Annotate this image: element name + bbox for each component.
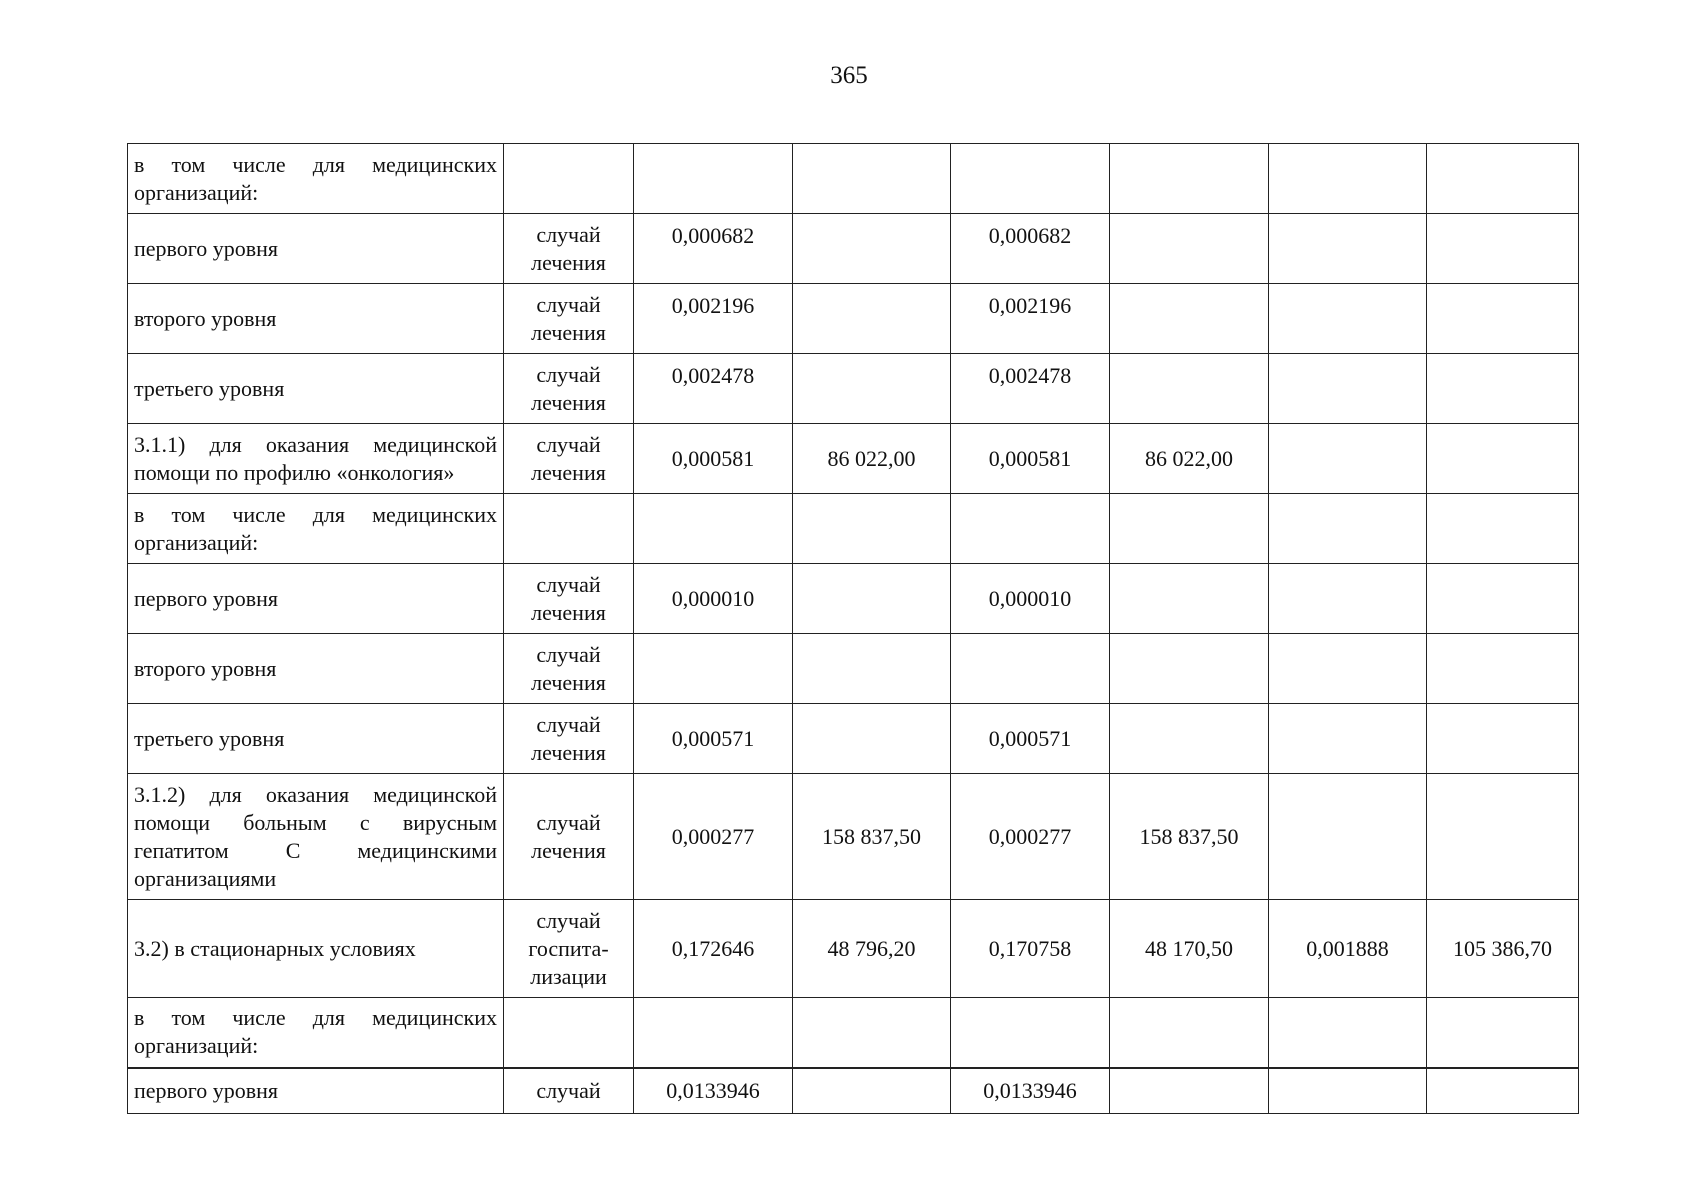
row-description: второго уровня [128, 284, 504, 354]
row-description: в том числе для медицинских организаций: [128, 494, 504, 564]
cell-value: 0,000010 [951, 564, 1110, 634]
cell-value: 0,002478 [634, 354, 793, 424]
cell-value [1269, 284, 1427, 354]
cell-value [1269, 998, 1427, 1068]
table-row [128, 998, 1579, 1068]
row-unit: случай лечения [504, 424, 634, 494]
cell-value [1269, 564, 1427, 634]
table-row [128, 900, 1579, 998]
cell-value [951, 998, 1110, 1068]
cell-value [1110, 214, 1269, 284]
cell-value [793, 998, 951, 1068]
cell-value: 0,000682 [951, 214, 1110, 284]
cell-value [1110, 354, 1269, 424]
cell-value [1427, 354, 1579, 424]
cell-value: 48 170,50 [1110, 900, 1269, 998]
cell-value [1110, 704, 1269, 774]
row-unit: случай госпита-лизации [504, 900, 634, 998]
row-description: 3.1.1) для оказания медицинской помощи по профилю «онкология» [128, 424, 504, 494]
data-table [127, 143, 1579, 1114]
cell-value [1110, 1068, 1269, 1114]
row-description: в том числе для медицинских организаций: [128, 144, 504, 214]
table-row [128, 774, 1579, 900]
cell-value: 105 386,70 [1427, 900, 1579, 998]
cell-value: 0,000571 [634, 704, 793, 774]
table-row [128, 494, 1579, 564]
row-unit: случай лечения [504, 284, 634, 354]
row-description: первого уровня [128, 1068, 504, 1114]
cell-value [1427, 704, 1579, 774]
row-unit: случай лечения [504, 354, 634, 424]
row-description: второго уровня [128, 634, 504, 704]
cell-value: 0,000682 [634, 214, 793, 284]
cell-value [634, 634, 793, 704]
cell-value: 86 022,00 [793, 424, 951, 494]
row-unit [504, 494, 634, 564]
cell-value: 0,0133946 [634, 1068, 793, 1114]
cell-value: 0,002196 [951, 284, 1110, 354]
row-unit: случай лечения [504, 214, 634, 284]
cell-value: 86 022,00 [1110, 424, 1269, 494]
cell-value: 0,002478 [951, 354, 1110, 424]
cell-value [793, 214, 951, 284]
table-row [128, 144, 1579, 214]
cell-value [1110, 564, 1269, 634]
cell-value [793, 564, 951, 634]
cell-value [793, 704, 951, 774]
cell-value: 0,000581 [951, 424, 1110, 494]
cell-value [1269, 704, 1427, 774]
table-row [128, 634, 1579, 704]
cell-value [951, 634, 1110, 704]
cell-value: 158 837,50 [1110, 774, 1269, 900]
cell-value [1269, 494, 1427, 564]
cell-value [1110, 144, 1269, 214]
cell-value [1427, 494, 1579, 564]
page-number: 365 [830, 62, 868, 89]
cell-value [951, 144, 1110, 214]
cell-value [793, 284, 951, 354]
cell-value [793, 354, 951, 424]
row-unit [504, 998, 634, 1068]
cell-value [1427, 998, 1579, 1068]
cell-value [634, 998, 793, 1068]
cell-value [1427, 144, 1579, 214]
cell-value [1427, 284, 1579, 354]
cell-value [1427, 564, 1579, 634]
cell-value [1110, 494, 1269, 564]
table-row [128, 214, 1579, 284]
cell-value [1269, 354, 1427, 424]
table-row [128, 354, 1579, 424]
cell-value [1269, 1068, 1427, 1114]
row-description: первого уровня [128, 564, 504, 634]
row-unit: случай лечения [504, 774, 634, 900]
cell-value [1269, 774, 1427, 900]
cell-value [1110, 284, 1269, 354]
row-unit: случай лечения [504, 704, 634, 774]
cell-value: 0,000277 [951, 774, 1110, 900]
cell-value [1427, 1068, 1579, 1114]
cell-value [1269, 634, 1427, 704]
row-description: 3.2) в стационарных условиях [128, 900, 504, 998]
cell-value: 0,001888 [1269, 900, 1427, 998]
cell-value [1269, 424, 1427, 494]
row-description: третьего уровня [128, 704, 504, 774]
cell-value: 0,170758 [951, 900, 1110, 998]
cell-value: 0,000010 [634, 564, 793, 634]
cell-value [1427, 634, 1579, 704]
cell-value: 0,000571 [951, 704, 1110, 774]
cell-value [634, 494, 793, 564]
row-unit: случай лечения [504, 564, 634, 634]
cell-value [1110, 998, 1269, 1068]
cell-value [1427, 424, 1579, 494]
cell-value: 158 837,50 [793, 774, 951, 900]
table-row [128, 564, 1579, 634]
cell-value [1427, 214, 1579, 284]
cell-value: 0,000277 [634, 774, 793, 900]
cell-value [951, 494, 1110, 564]
cell-value [1110, 634, 1269, 704]
row-description: первого уровня [128, 214, 504, 284]
row-unit: случай лечения [504, 634, 634, 704]
cell-value [634, 144, 793, 214]
cell-value [1269, 144, 1427, 214]
cell-value [793, 1068, 951, 1114]
cell-value: 0,000581 [634, 424, 793, 494]
table-row [128, 704, 1579, 774]
cell-value: 48 796,20 [793, 900, 951, 998]
cell-value [793, 634, 951, 704]
row-description: третьего уровня [128, 354, 504, 424]
cell-value [1269, 214, 1427, 284]
table-row [128, 1068, 1579, 1114]
cell-value: 0,172646 [634, 900, 793, 998]
cell-value: 0,002196 [634, 284, 793, 354]
cell-value: 0,0133946 [951, 1068, 1110, 1114]
cell-value [793, 494, 951, 564]
cell-value [1427, 774, 1579, 900]
cell-value [793, 144, 951, 214]
table-row [128, 424, 1579, 494]
table-row [128, 284, 1579, 354]
row-description: в том числе для медицинских организаций: [128, 998, 504, 1068]
row-unit: случай [504, 1068, 634, 1114]
row-unit [504, 144, 634, 214]
row-description: 3.1.2) для оказания медицинской помощи больным с вирусным гепатитом С медицинскими организациями [128, 774, 504, 900]
